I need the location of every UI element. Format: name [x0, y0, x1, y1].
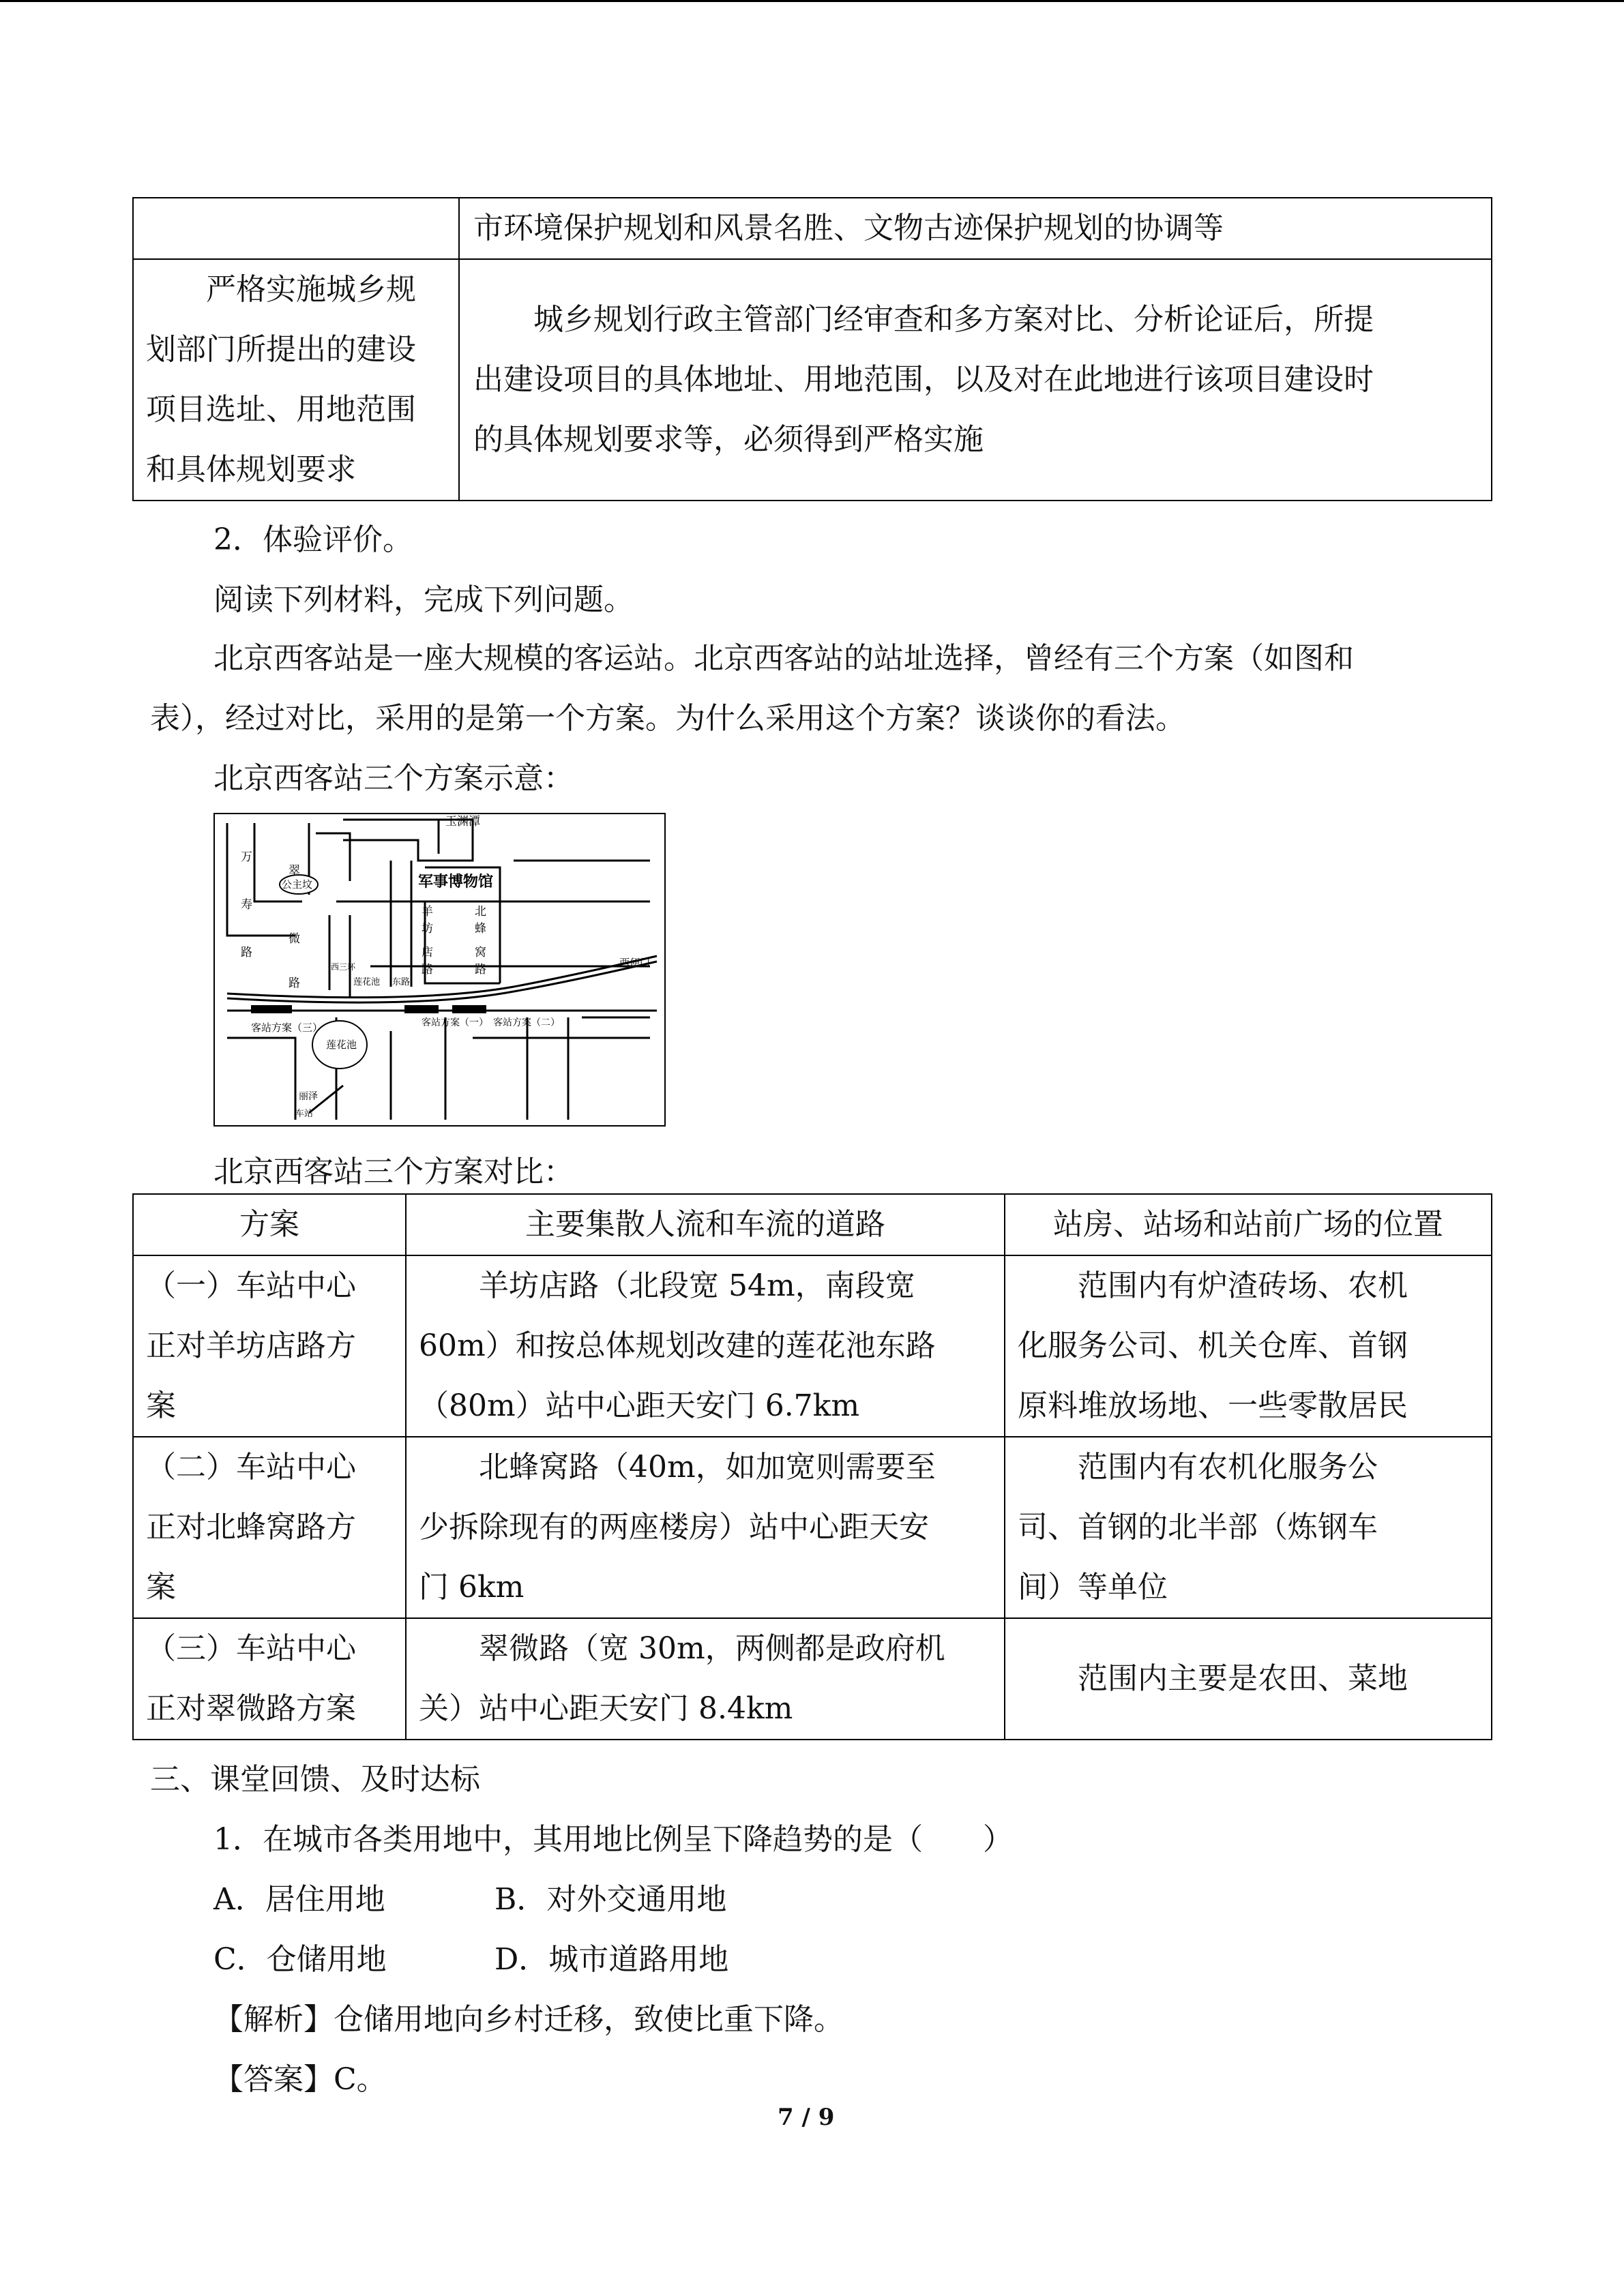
cell-line: 关）站中心距天安门 8.4km — [419, 1691, 793, 1726]
map-label: 路 — [241, 946, 252, 959]
option-b: B．对外交通用地 — [494, 1882, 727, 1917]
map-label: 蜂 — [475, 922, 486, 936]
table-row — [133, 259, 1492, 501]
analysis-text: 【解析】仓储用地向乡村迁移，致使比重下降。 — [213, 2002, 844, 2037]
table-row — [133, 1255, 1492, 1437]
section-heading: 2．体验评价。 — [213, 522, 413, 557]
map-label: 客站方案（二） — [493, 1017, 560, 1028]
map-label: 路 — [289, 976, 300, 990]
cell-line: 正对北蜂窝路方 — [146, 1510, 356, 1545]
cell-line: 范围内有炉渣砖场、农机 — [1078, 1268, 1408, 1303]
cell-line: （80m）站中心距天安门 6.7km — [419, 1388, 860, 1423]
cell-line: 少拆除现有的两座楼房）站中心距天安 — [419, 1510, 929, 1545]
table-cell — [406, 1437, 1005, 1618]
cell-line: 的具体规划要求等，必须得到严格实施 — [473, 422, 984, 457]
cell-line: 司、首钢的北半部（炼钢车 — [1018, 1510, 1378, 1545]
map-label: 坊 — [422, 922, 433, 936]
map-label: 丽泽 — [299, 1091, 318, 1102]
map-label: 莲花池 — [353, 977, 381, 987]
map-label: 微 — [289, 932, 300, 946]
table-cell — [459, 259, 1492, 501]
table-cell — [406, 1255, 1005, 1437]
cell-line: 正对翠微路方案 — [146, 1691, 356, 1726]
column-header: 主要集散人流和车流的道路 — [406, 1194, 1005, 1255]
map-label: 万 — [241, 850, 252, 864]
table-row — [133, 1437, 1492, 1618]
top-border — [0, 0, 1624, 2]
paragraph-line: 表），经过对比，采用的是第一个方案。为什么采用这个方案？谈谈你的看法。 — [150, 701, 1185, 736]
cell-line: 羊坊店路（北段宽 54m，南段宽 — [479, 1268, 915, 1303]
cell-line: 范围内有农机化服务公 — [1078, 1450, 1378, 1485]
cell-line: 项目选址、用地范围 — [146, 392, 416, 427]
map-label: 玉渊潭 — [445, 815, 480, 829]
cell-line: 间）等单位 — [1018, 1570, 1168, 1605]
table-row — [133, 1618, 1492, 1740]
table-row — [133, 198, 1492, 259]
map-label: 客站方案（一） — [422, 1017, 488, 1028]
map-label: 车站 — [295, 1109, 314, 1119]
map-label: 羊 — [422, 905, 433, 919]
map-label: 军事博物馆 — [418, 873, 494, 891]
table-cell — [133, 1437, 406, 1618]
cell-line: 出建设项目的具体地址、用地范围，以及对在此地进行该项目建设时 — [473, 362, 1374, 397]
cell-line: 划部门所提出的建设 — [146, 332, 416, 367]
cell-line: 范围内主要是农田、菜地 — [1078, 1661, 1408, 1696]
planning-table — [132, 197, 1492, 501]
cell-line: 60m）和按总体规划改建的莲花池东路 — [419, 1328, 936, 1363]
station-site-3 — [251, 1005, 292, 1013]
table-cell: 市环境保护规划和风景名胜、文物古迹保护规划的协调等 — [459, 198, 1492, 259]
table-cell — [133, 198, 459, 259]
cell-line: 严格实施城乡规 — [206, 272, 416, 307]
map-label: 公主坟 — [282, 878, 313, 891]
question-text: 1．在城市各类用地中，其用地比例呈下降趋势的是（ ） — [213, 1822, 1013, 1857]
cell-line: 门 6km — [419, 1570, 525, 1605]
map-label: 路 — [422, 963, 433, 976]
answer-text: 【答案】C。 — [213, 2062, 387, 2097]
map-label: 北 — [475, 905, 486, 919]
station-map — [213, 813, 666, 1127]
map-label: 西三环 — [331, 962, 356, 972]
table-cell — [133, 259, 459, 501]
map-caption: 北京西客站三个方案示意： — [213, 761, 574, 796]
cell-line: 正对羊坊店路方 — [146, 1328, 356, 1363]
column-header: 方案 — [133, 1194, 406, 1255]
map-label: 店 — [422, 946, 433, 959]
instruction-text: 阅读下列材料，完成下列问题。 — [213, 582, 634, 617]
station-site-1 — [404, 1005, 439, 1013]
table-cell — [133, 1618, 406, 1740]
plan-comparison-table — [132, 1193, 1492, 1740]
option-a: A．居住用地 — [213, 1882, 385, 1917]
station-site-2 — [452, 1005, 486, 1013]
table-caption: 北京西客站三个方案对比： — [213, 1154, 574, 1189]
map-label: 寿 — [241, 898, 252, 912]
cell-line: 翠微路（宽 30m，两侧都是政府机 — [479, 1631, 945, 1666]
cell-line: 原料堆放场地、一些零散居民 — [1018, 1388, 1408, 1423]
map-label: 翠 — [289, 864, 300, 878]
cell-line: 化服务公司、机关仓库、首钢 — [1018, 1328, 1408, 1363]
cell-line: 北蜂窝路（40m，如加宽则需要至 — [479, 1450, 936, 1485]
cell-line: 案 — [146, 1388, 176, 1423]
table-cell — [1005, 1437, 1492, 1618]
column-header: 站房、站场和站前广场的位置 — [1005, 1194, 1492, 1255]
map-label: 西便门 — [619, 957, 651, 969]
cell-line: 案 — [146, 1570, 176, 1605]
table-header-row — [133, 1194, 1492, 1255]
map-label: 窝 — [475, 946, 486, 959]
cell-line: （二）车站中心 — [146, 1450, 356, 1485]
option-d: D．城市道路用地 — [494, 1942, 729, 1977]
cell-line: （一）车站中心 — [146, 1268, 356, 1303]
map-label: 东路 — [392, 977, 411, 987]
map-label: 客站方案（三） — [251, 1022, 323, 1034]
map-label: 莲花池 — [326, 1039, 357, 1051]
map-label: 路 — [475, 963, 486, 976]
cell-line: 城乡规划行政主管部门经审查和多方案对比、分析论证后，所提 — [533, 302, 1374, 337]
paragraph-line: 北京西客站是一座大规模的客运站。北京西客站的站址选择，曾经有三个方案（如图和 — [213, 641, 1354, 676]
table-cell — [1005, 1255, 1492, 1437]
table-cell — [406, 1618, 1005, 1740]
table-cell — [133, 1255, 406, 1437]
page-number: 7 / 9 — [778, 2104, 835, 2131]
section-heading: 三、课堂回馈、及时达标 — [150, 1762, 480, 1797]
option-c: C．仓储用地 — [213, 1942, 387, 1977]
cell-line: 和具体规划要求 — [146, 452, 356, 487]
cell-line: （三）车站中心 — [146, 1631, 356, 1666]
table-cell — [1005, 1618, 1492, 1740]
